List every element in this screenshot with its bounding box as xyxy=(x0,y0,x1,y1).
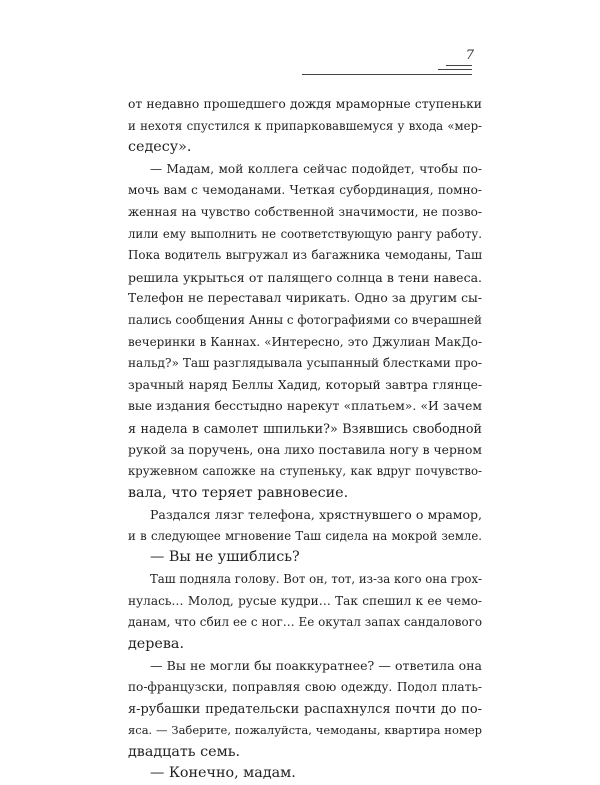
text-line: вые издания бесстыдно нарекут «платьем». «И зачем xyxy=(128,399,482,414)
text-line: по-французски, поправляя свою одежду. Подол плать- xyxy=(128,680,482,695)
text-line: Таш подняла голову. Вот он, тот, из-за кого она грох- xyxy=(150,572,482,587)
text-line: и нехотя спустился к припарковавшемуся у входа «мер- xyxy=(128,118,482,133)
text-line: рукой за поручень, она лихо поставила ногу в черном xyxy=(128,442,482,457)
text-line: мочь вам с чемоданами. Четкая субординация, помно- xyxy=(128,183,482,198)
text-line: пались сообщения Анны с фотографиями со вчерашней xyxy=(128,312,482,327)
text-line: нальд?» Таш разглядывала усыпанный блестками про- xyxy=(128,356,482,371)
text-line: нулась… Молод, русые кудри… Так спешил к ее чемо- xyxy=(128,593,482,608)
page-number: 7 xyxy=(465,48,474,63)
header-rule-long xyxy=(302,74,472,75)
text-line: яса. — Заберите, пожалуйста, чемоданы, квартира номер xyxy=(128,723,482,738)
text-line: седесу». xyxy=(128,139,192,156)
text-line: данам, что сбил ее с ног… Ее окутал запах сандалового xyxy=(128,615,482,630)
text-line: — Конечно, мадам. xyxy=(150,765,296,782)
text-line: решила укрыться от палящего солнца в тени навеса. xyxy=(128,269,482,285)
header-rule-medium xyxy=(438,69,472,70)
text-line: лили ему выполнить не соответствующую рангу работу. xyxy=(128,226,482,241)
text-line: двадцать семь. xyxy=(128,743,241,760)
text-line: зрачный наряд Беллы Хадид, который завтра глянце- xyxy=(128,377,482,392)
text-line: дерева. xyxy=(128,635,184,652)
header-rule-short xyxy=(446,65,472,66)
text-line: вечеринки в Каннах. «Интересно, это Джулиан МакДо- xyxy=(128,334,482,349)
text-line: Телефон не переставал чирикать. Одно за другим сы- xyxy=(128,291,482,306)
text-line: я надела в самолет шпильки?» Взявшись свободной xyxy=(128,420,482,436)
text-line: кружевном сапожке на ступеньку, как вдруг почувство- xyxy=(128,464,482,479)
text-line: и в следующее мгновение Таш сидела на мокрой земле. xyxy=(128,528,482,543)
text-line: вала, что теряет равновесие. xyxy=(128,484,349,501)
text-line: Пока водитель выгружал из багажника чемоданы, Таш xyxy=(128,248,482,263)
text-line: — Вы не могли бы поаккуратнее? — ответила она xyxy=(150,658,482,674)
body-text xyxy=(128,94,482,785)
text-line: — Вы не ушиблись? xyxy=(150,549,300,566)
text-line: от недавно прошедшего дождя мраморные ступеньки xyxy=(128,97,482,111)
text-line: — Мадам, мой коллега сейчас подойдет, чтобы по- xyxy=(150,161,482,176)
text-line: женная на чувство собственной значимости, не позво- xyxy=(128,204,482,219)
page-header xyxy=(300,48,478,84)
text-line: Раздался лязг телефона, хрястнувшего о мрамор, xyxy=(150,507,482,523)
text-line: я-рубашки предательски распахнулся почти до по- xyxy=(128,701,482,717)
